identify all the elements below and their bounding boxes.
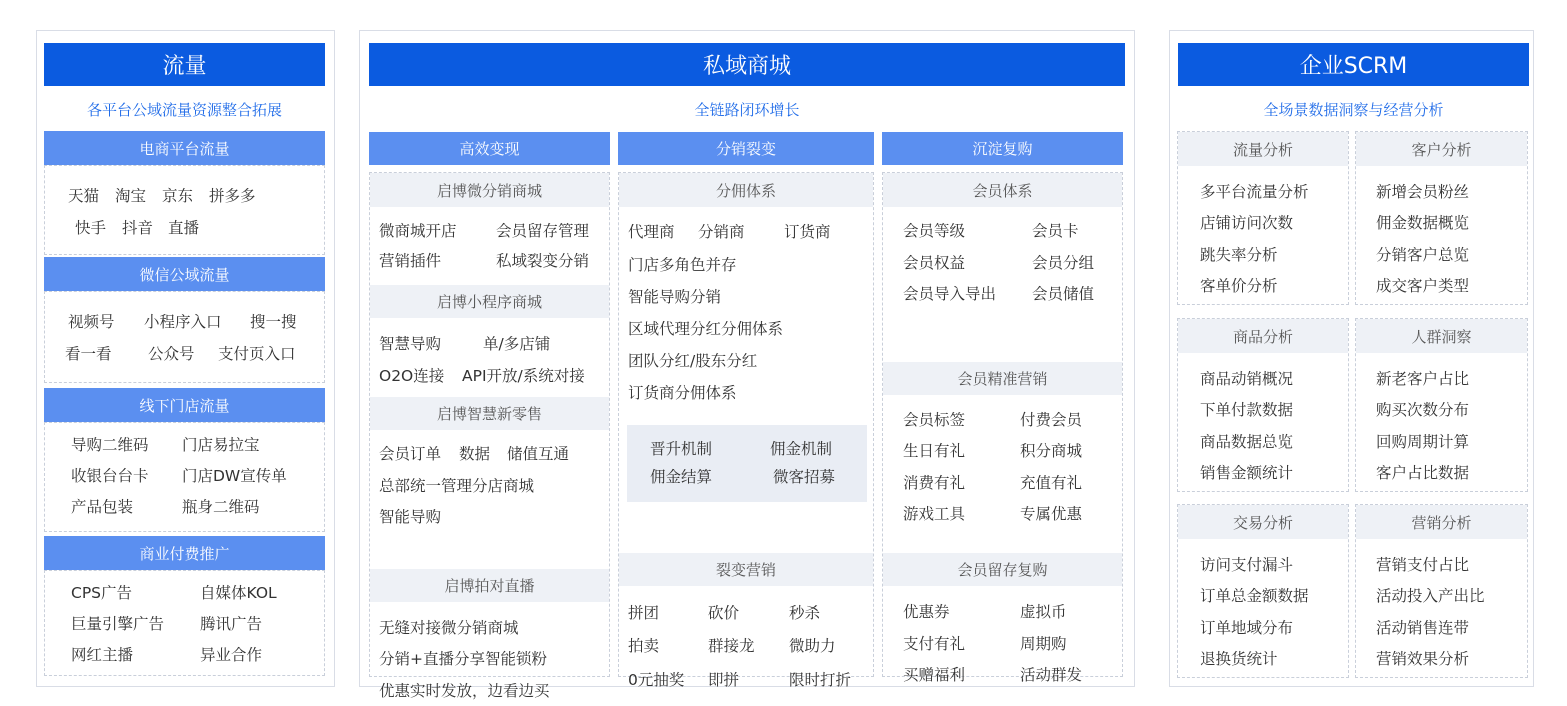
traffic-item: 产品包装 <box>71 498 134 516</box>
mall-item: 储值互通 <box>507 445 570 463</box>
traffic-item: 自媒体KOL <box>200 584 277 602</box>
traffic-subtitle: 各平台公域流量资源整合拓展 <box>86 100 282 119</box>
scrm-item: 分销客户总览 <box>1376 246 1470 264</box>
mall-group-header: 裂变营销 <box>619 553 873 586</box>
traffic-section-box <box>44 570 325 676</box>
traffic-item: 瓶身二维码 <box>182 498 260 516</box>
mall-column-header: 高效变现 <box>369 132 610 165</box>
scrm-cell <box>1177 318 1349 492</box>
mall-group-header: 启博智慧新零售 <box>370 397 609 430</box>
scrm-cell-header: 交易分析 <box>1178 505 1348 539</box>
scrm-cell-header: 客户分析 <box>1356 132 1527 166</box>
mall-item: API开放/系统对接 <box>462 367 585 385</box>
mall-item: 会员标签 <box>903 411 966 429</box>
mall-item: 专属优惠 <box>1020 505 1083 523</box>
mall-group-header: 会员精准营销 <box>883 362 1122 395</box>
mall-item: 智能导购分销 <box>628 288 722 306</box>
mall-item: 数据 <box>459 445 491 463</box>
mechanism-item: 佣金机制 <box>770 440 833 458</box>
scrm-cell <box>1177 504 1349 678</box>
scrm-item: 多平台流量分析 <box>1200 183 1309 201</box>
mall-item: 即拼 <box>708 671 740 689</box>
mall-title: 私域商城 <box>369 43 1125 86</box>
traffic-item: 收银台台卡 <box>71 467 149 485</box>
traffic-item: CPS广告 <box>71 584 133 602</box>
mall-item: 订货商分佣体系 <box>628 384 737 402</box>
scrm-item: 回购周期计算 <box>1376 433 1470 451</box>
scrm-item: 营销效果分析 <box>1376 650 1470 668</box>
traffic-item: 拼多多 <box>209 187 256 205</box>
mall-item: 支付有礼 <box>903 635 966 653</box>
scrm-item: 销售金额统计 <box>1200 464 1294 482</box>
mall-item: 秒杀 <box>789 604 821 622</box>
traffic-item: 门店易拉宝 <box>182 436 260 454</box>
mall-item: 智能导购 <box>379 508 442 526</box>
traffic-item: 直播 <box>168 219 200 237</box>
traffic-item: 公众号 <box>148 345 195 363</box>
mall-item: 游戏工具 <box>903 505 966 523</box>
mall-group-header: 分佣体系 <box>619 173 873 207</box>
mall-item: 买赠福利 <box>903 666 966 684</box>
traffic-item: 巨量引擎广告 <box>71 615 165 633</box>
traffic-item: 抖音 <box>122 219 154 237</box>
mall-item: 微商城开店 <box>379 222 457 240</box>
mall-group-header: 启博微分销商城 <box>370 173 609 207</box>
traffic-item: 网红主播 <box>71 646 134 664</box>
mall-item: 团队分红/股东分红 <box>628 352 758 370</box>
scrm-cell-header: 流量分析 <box>1178 132 1348 166</box>
scrm-item: 商品数据总览 <box>1200 433 1294 451</box>
mall-item: 门店多角色并存 <box>628 256 737 274</box>
traffic-section-box <box>44 422 325 532</box>
mall-item: 智慧导购 <box>379 335 442 353</box>
traffic-section-box <box>44 291 325 383</box>
scrm-item: 店铺访问次数 <box>1200 214 1294 232</box>
mall-item: 砍价 <box>708 604 740 622</box>
mall-item: 付费会员 <box>1020 411 1083 429</box>
traffic-item: 视频号 <box>68 313 115 331</box>
mall-item: 拍卖 <box>628 637 660 655</box>
scrm-item: 营销支付占比 <box>1376 556 1470 574</box>
scrm-cell <box>1177 131 1349 305</box>
scrm-cell <box>1355 504 1528 678</box>
mall-item: 充值有礼 <box>1020 474 1083 492</box>
mall-group-header: 启博小程序商城 <box>370 285 609 318</box>
mall-group-header: 会员体系 <box>883 173 1122 207</box>
scrm-item: 成交客户类型 <box>1376 277 1470 295</box>
mall-column-box <box>618 172 874 689</box>
scrm-item: 商品动销概况 <box>1200 370 1294 388</box>
traffic-panel <box>36 30 335 687</box>
mechanism-item: 微客招募 <box>773 468 836 486</box>
mall-column-header: 沉淀复购 <box>882 132 1123 165</box>
mall-item: 会员权益 <box>903 254 966 272</box>
scrm-cell-header: 人群洞察 <box>1356 319 1527 353</box>
scrm-item: 客户占比数据 <box>1376 464 1470 482</box>
mall-column-header: 分销裂变 <box>618 132 874 165</box>
scrm-item: 新老客户占比 <box>1376 370 1470 388</box>
mall-panel <box>359 30 1135 700</box>
mall-item: 优惠券 <box>903 603 950 621</box>
mall-item: 消费有礼 <box>903 474 966 492</box>
mechanism-item: 晋升机制 <box>650 440 713 458</box>
mall-item: 积分商城 <box>1020 442 1083 460</box>
scrm-item: 活动投入产出比 <box>1376 587 1485 605</box>
mall-item: O2O连接 <box>379 367 445 385</box>
scrm-subtitle: 全场景数据洞察与经营分析 <box>1263 100 1444 119</box>
traffic-item: 导购二维码 <box>71 436 149 454</box>
mall-item: 会员等级 <box>903 222 966 240</box>
mechanism-item: 佣金结算 <box>650 468 713 486</box>
mall-item: 会员留存管理 <box>496 222 590 240</box>
traffic-item: 看一看 <box>65 345 112 363</box>
traffic-item: 腾讯广告 <box>200 615 263 633</box>
traffic-item: 门店DW宣传单 <box>182 467 287 485</box>
mall-item: 无缝对接微分销商城 <box>379 619 519 637</box>
scrm-cell <box>1355 131 1528 305</box>
mall-item: 会员订单 <box>379 445 442 463</box>
mall-item: 0元抽奖 <box>628 671 685 689</box>
mall-item: 营销插件 <box>379 252 442 270</box>
scrm-cell <box>1355 318 1528 492</box>
traffic-section-header: 微信公域流量 <box>44 257 325 291</box>
mall-item: 总部统一管理分店商城 <box>379 477 535 495</box>
traffic-section-header: 电商平台流量 <box>44 131 325 165</box>
scrm-item: 退换货统计 <box>1200 650 1278 668</box>
traffic-item: 天猫 <box>68 187 100 205</box>
traffic-item: 京东 <box>162 187 194 205</box>
traffic-section-header: 线下门店流量 <box>44 388 325 422</box>
traffic-item: 支付页入口 <box>218 345 296 363</box>
mall-item: 虚拟币 <box>1020 603 1067 621</box>
mall-group-header: 启博拍对直播 <box>370 569 609 602</box>
mall-item: 拼团 <box>628 604 660 622</box>
scrm-item: 新增会员粉丝 <box>1376 183 1470 201</box>
mall-item: 单/多店铺 <box>483 335 551 353</box>
scrm-title: 企业SCRM <box>1178 43 1529 86</box>
scrm-panel <box>1169 30 1534 687</box>
scrm-item: 订单总金额数据 <box>1200 587 1309 605</box>
mall-item: 分销+直播分享智能锁粉 <box>379 650 547 668</box>
mall-item: 分销商 <box>698 223 745 241</box>
scrm-item: 活动销售连带 <box>1376 619 1470 637</box>
mall-column-box <box>369 172 610 700</box>
mall-item: 生日有礼 <box>903 442 966 460</box>
traffic-item: 搜一搜 <box>250 313 297 331</box>
traffic-item: 淘宝 <box>115 187 147 205</box>
mall-item: 活动群发 <box>1020 666 1083 684</box>
traffic-item: 小程序入口 <box>144 313 222 331</box>
mall-item: 群接龙 <box>708 637 755 655</box>
mall-item: 会员导入导出 <box>903 285 997 303</box>
mall-column-box <box>882 172 1123 684</box>
scrm-item: 订单地域分布 <box>1200 619 1294 637</box>
mall-item: 私域裂变分销 <box>496 252 590 270</box>
mall-item: 区域代理分红分佣体系 <box>628 320 784 338</box>
mall-item: 订货商 <box>784 223 831 241</box>
mall-group-header: 会员留存复购 <box>883 553 1122 586</box>
scrm-item: 跳失率分析 <box>1200 246 1278 264</box>
traffic-section-box <box>44 165 325 255</box>
scrm-item: 客单价分析 <box>1200 277 1278 295</box>
mechanism-box <box>627 425 867 502</box>
mall-item: 代理商 <box>628 223 675 241</box>
traffic-section-header: 商业付费推广 <box>44 536 325 570</box>
mall-item: 会员储值 <box>1032 285 1095 303</box>
mall-item: 会员卡 <box>1032 222 1079 240</box>
scrm-cell-header: 营销分析 <box>1356 505 1527 539</box>
scrm-item: 购买次数分布 <box>1376 401 1470 419</box>
mall-item: 微助力 <box>789 637 836 655</box>
scrm-item: 佣金数据概览 <box>1376 214 1470 232</box>
traffic-item: 快手 <box>75 219 107 237</box>
mall-item: 周期购 <box>1020 635 1067 653</box>
traffic-item: 异业合作 <box>200 646 263 664</box>
mall-item: 限时打折 <box>789 671 852 689</box>
scrm-item: 访问支付漏斗 <box>1200 556 1294 574</box>
mall-item: 优惠实时发放，边看边买 <box>379 682 550 700</box>
mall-subtitle: 全链路闭环增长 <box>694 100 800 119</box>
traffic-title: 流量 <box>44 43 325 86</box>
scrm-cell-header: 商品分析 <box>1178 319 1348 353</box>
scrm-item: 下单付款数据 <box>1200 401 1294 419</box>
mall-item: 会员分组 <box>1032 254 1095 272</box>
